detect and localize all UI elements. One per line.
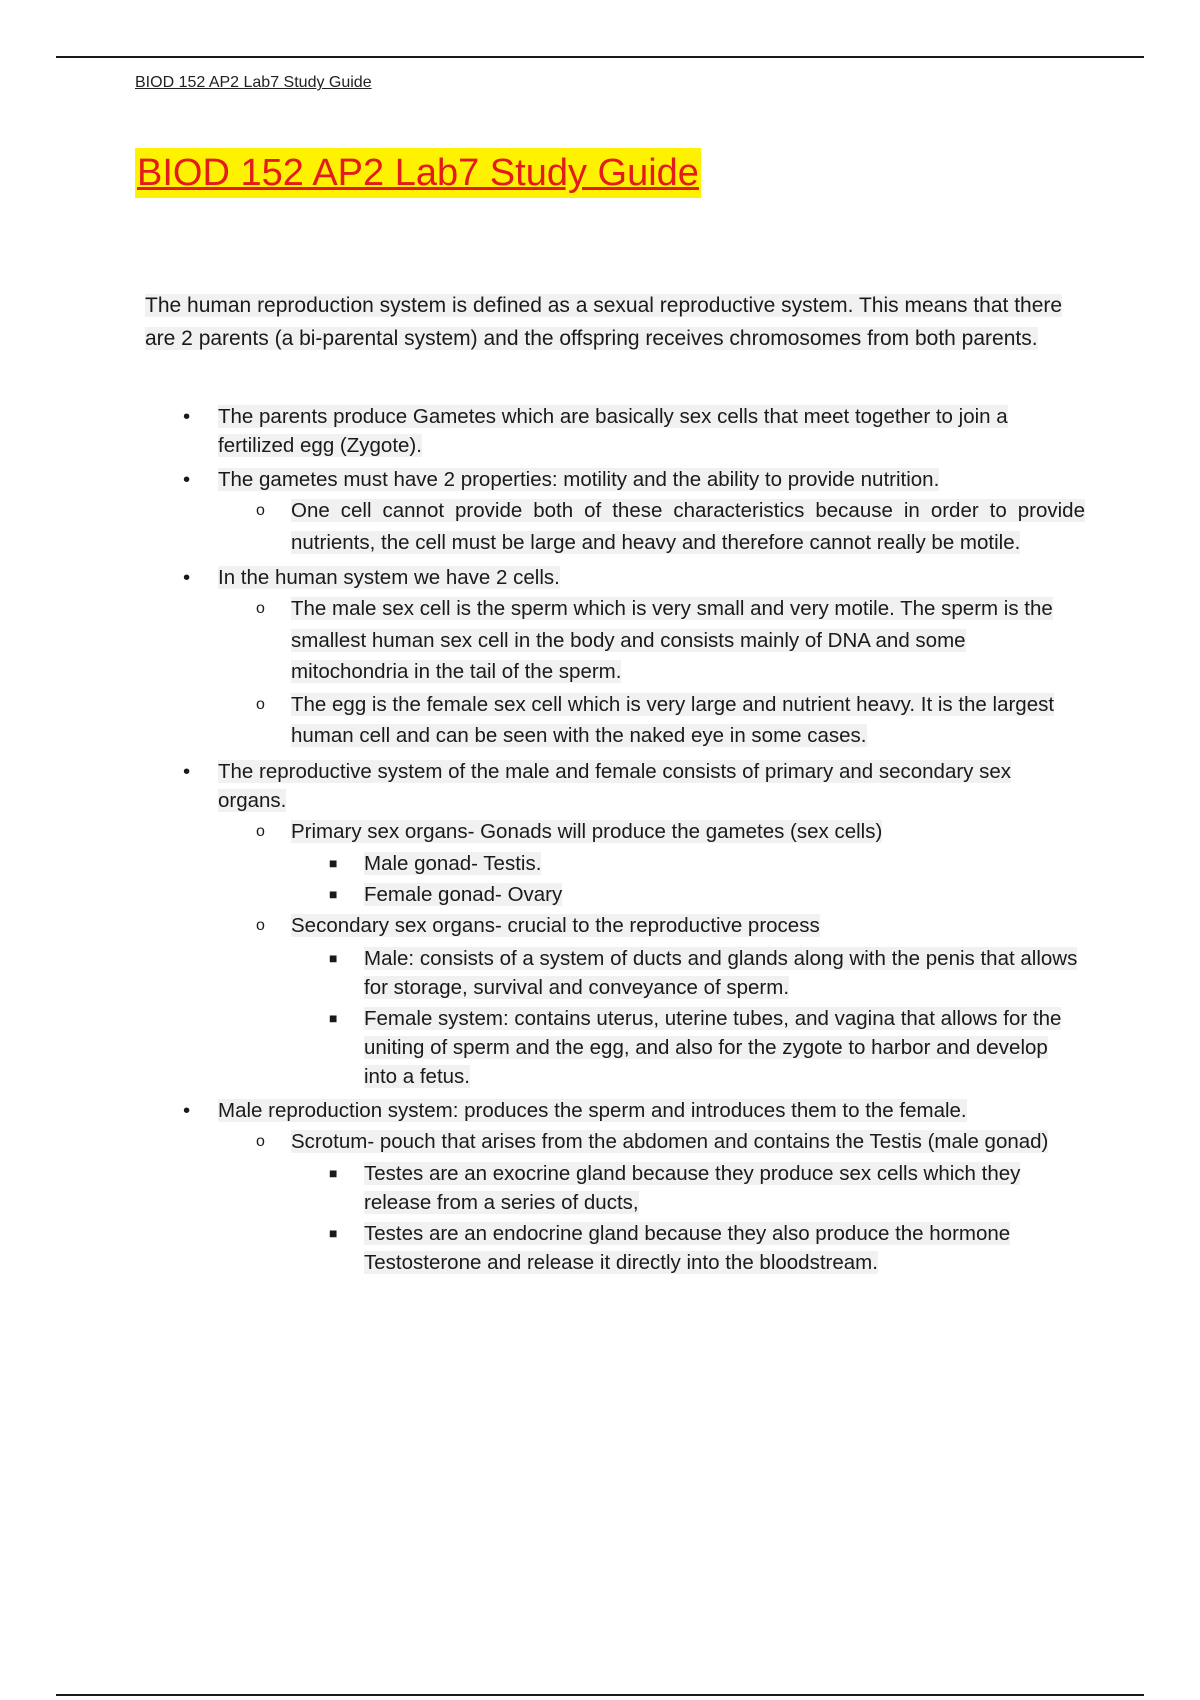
subbullet-sperm: o The male sex cell is the sperm which is very small and very motile. The sperm is the smallest human sex cell in the body and consists mainly of DNA and some mitochondria in the tail of the sperm. — [218, 593, 1085, 688]
circle-bullet-icon: o — [256, 695, 265, 713]
document-title: BIOD 152 AP2 Lab7 Study Guide — [135, 148, 701, 198]
item-female-secondary: ■ Female system: contains uterus, uterine tubes, and vagina that allows for the uniting of sperm and the egg, and also for the zygote to harbor and develop into a fetus. — [291, 1004, 1085, 1091]
bullet-dot-icon: • — [183, 759, 191, 783]
main-bullet-list — [145, 402, 1085, 1282]
bullet-male-system: • Male reproduction system: produces the sperm and introduces them to the female. o Scrotum- pouch that arises from the abdomen and contains the Testis (male gonad) ■ Testes are an exocrine gland because they produce sex cells which they release from a series of ducts, ■ Testes are an endocrine gland because they also produce the hormone Testosterone and release it directly into the bloodstream. — [145, 1096, 1085, 1278]
item-testes-endocrine: ■ Testes are an endocrine gland because they also produce the hormone Testosterone and release it directly into the bloodstream. — [291, 1219, 1085, 1277]
circle-bullet-icon: o — [256, 917, 265, 934]
intro-paragraph — [145, 290, 1070, 355]
subbullet-scrotum: o Scrotum- pouch that arises from the abdomen and contains the Testis (male gonad) ■ Testes are an exocrine gland because they produce sex cells which they release from a series of ducts, ■ Testes are an endocrine gland because they also produce the hormone Testosterone and release it directly into the bloodstream. — [218, 1126, 1085, 1278]
bullet-dot-icon: • — [183, 566, 191, 589]
circle-bullet-icon: o — [256, 1132, 265, 1150]
bullet-dot-icon: • — [183, 405, 191, 428]
square-bullet-icon: ■ — [329, 1165, 338, 1181]
bullet-human-cells: • In the human system we have 2 cells. o The male sex cell is the sperm which is very small and very motile. The sperm is the smallest human sex cell in the body and consists mainly of DNA and some mitochondria in the tail of the sperm. o The egg is the female sex cell which is very large and nutrient heavy. It is the largest human cell and can be seen with the naked eye in some cases. — [145, 563, 1085, 752]
subbullet-primary-organs: o Primary sex organs- Gonads will produce the gametes (sex cells) ■ Male gonad- Testis. ■ Female gonad- Ovary — [218, 816, 1085, 910]
square-bullet-icon: ■ — [329, 949, 338, 966]
circle-bullet-icon: o — [256, 822, 265, 840]
circle-bullet-icon: o — [256, 600, 265, 617]
square-bullet-icon: ■ — [329, 1225, 338, 1241]
circle-bullet-icon: o — [256, 502, 265, 519]
item-male-gonad: ■ Male gonad- Testis. — [291, 849, 1085, 878]
top-rule — [56, 56, 1144, 58]
page-header: BIOD 152 AP2 Lab7 Study Guide — [135, 74, 372, 91]
square-bullet-icon: ■ — [329, 1009, 338, 1026]
bottom-rule — [56, 1694, 1144, 1696]
intro-text: The human reproduction system is defined as a sexual reproductive system. This means that there are 2 parents (a bi-parental system) and the offspring receives chromosomes from both parents. — [145, 294, 1063, 350]
bullet-dot-icon: • — [183, 1098, 191, 1122]
subbullet-one-cell: o One cell cannot provide both of these characteristics because in order to provide nutrients, the cell must be large and heavy and therefore cannot really be motile. — [218, 495, 1085, 558]
bullet-sex-organs: • The reproductive system of the male and female consists of primary and secondary sex organs. o Primary sex organs- Gonads will produce the gametes (sex cells) ■ Male gonad- Testis. ■ Female gonad- Ovary o Secondary sex organs- crucial to the reproductive process ■ Male: consists of a system of ducts and glands along with the penis that allows for storage, survival and conveyance of sperm. ■ Female system: contains uterus, uterine tubes, and vagina that allows for the uniting of sperm and the egg, and also for the zygote to harbor and develop into a fetus. — [145, 757, 1085, 1091]
square-bullet-icon: ■ — [329, 855, 338, 871]
bullet-gametes-produced: • The parents produce Gametes which are basically sex cells that meet together to join a fertilized egg (Zygote). — [145, 402, 1085, 460]
bullet-gamete-properties: • The gametes must have 2 properties: motility and the ability to provide nutrition. o One cell cannot provide both of these characteristics because in order to provide nutrients, the cell must be large and heavy and therefore cannot really be motile. — [145, 465, 1085, 558]
item-testes-exocrine: ■ Testes are an exocrine gland because they produce sex cells which they release from a series of ducts, — [291, 1159, 1085, 1217]
item-female-gonad: ■ Female gonad- Ovary — [291, 880, 1085, 909]
item-male-secondary: ■ Male: consists of a system of ducts and glands along with the penis that allows for storage, survival and conveyance of sperm. — [291, 944, 1085, 1002]
square-bullet-icon: ■ — [329, 886, 338, 902]
subbullet-secondary-organs: o Secondary sex organs- crucial to the reproductive process ■ Male: consists of a system of ducts and glands along with the penis that allows for storage, survival and conveyance of sperm. ■ Female system: contains uterus, uterine tubes, and vagina that allows for the uniting of sperm and the egg, and also for the zygote to harbor and develop into a fetus. — [218, 910, 1085, 1091]
bullet-dot-icon: • — [183, 468, 191, 491]
subbullet-egg: o The egg is the female sex cell which is very large and nutrient heavy. It is the largest human cell and can be seen with the naked eye in some cases. — [218, 689, 1085, 752]
